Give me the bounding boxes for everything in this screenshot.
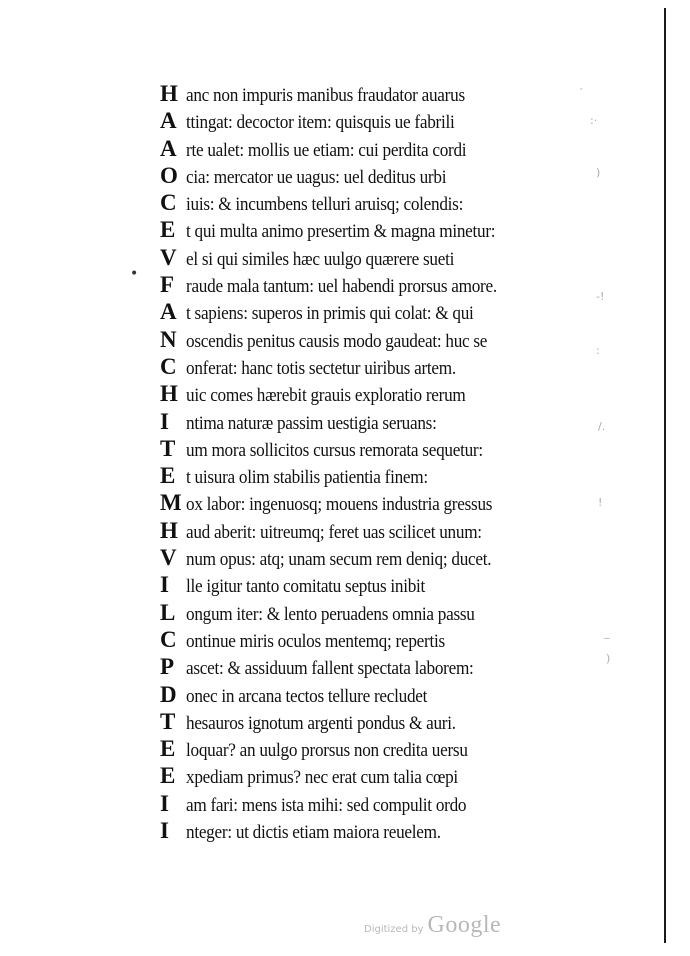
line-text: hesauros ignotum argenti pondus & auri.: [186, 713, 456, 734]
initial-letter: D: [160, 681, 177, 707]
initial-letter: A: [160, 299, 177, 325]
line-text: oscendis penitus causis modo gaudeat: huc se: [186, 331, 488, 352]
initial-letter: N: [160, 326, 177, 352]
line-text: num opus: atq; unam secum rem deniq; ducet.: [186, 550, 492, 571]
initial-letter: E: [160, 763, 176, 789]
line-text: ox labor: ingenuosq; mouens industria gressus: [186, 495, 493, 516]
line-text: raude mala tantum: uel habendi prorsus amore.: [186, 277, 497, 298]
line-text: t qui multa animo presertim & magna minetur:: [186, 222, 496, 243]
initial-letter: O: [160, 162, 178, 188]
line-text: onferat: hanc totis sectetur uiribus artem.: [186, 358, 456, 379]
initial-letter: T: [160, 435, 176, 461]
initial-letter: M: [160, 490, 182, 516]
initial-letter: A: [160, 135, 177, 161]
initial-letter: E: [160, 217, 176, 243]
initial-letter: V: [160, 244, 177, 270]
initial-letter: C: [160, 353, 177, 379]
verse-line: [160, 462, 620, 489]
verse-line: [160, 435, 620, 462]
bleed-through-mark: !: [598, 496, 603, 509]
initial-letter: I: [160, 408, 169, 434]
verse-line: [160, 162, 620, 189]
verse-line: [160, 790, 620, 817]
bleed-through-mark: ′: [580, 86, 583, 99]
page-edge-line: [664, 8, 666, 943]
line-text: el si qui similes hæc uulgo quærere sueti: [186, 249, 455, 270]
digitized-watermark: [364, 912, 501, 939]
verse-line: [160, 107, 620, 134]
initial-letter: H: [160, 81, 178, 106]
verse-line: [160, 408, 620, 435]
initial-letter: C: [160, 626, 177, 652]
line-text: anc non impuris manibus fraudator auarus: [186, 86, 465, 106]
line-text: xpediam primus? nec erat cum talia cœpi: [186, 768, 458, 789]
line-text: ttingat: decoctor item: quisquis ue fabrili: [186, 113, 455, 134]
verse-line: [160, 762, 620, 789]
margin-mark: •: [130, 266, 139, 282]
verse-line: [160, 626, 620, 653]
verse-line: [160, 216, 620, 243]
bleed-through-mark: :·: [590, 114, 598, 127]
verse-line: [160, 135, 620, 162]
initial-letter: V: [160, 545, 177, 571]
verse-line: [160, 489, 620, 516]
verse-line: [160, 544, 620, 571]
verse-line: [160, 189, 620, 216]
line-text: nteger: ut dictis etiam maiora reuelem.: [186, 823, 441, 844]
verse-line: [160, 380, 620, 407]
line-text: cia: mercator ue uagus: uel deditus urbi: [186, 167, 447, 188]
line-text: am fari: mens ista mihi: sed compulit ordo: [186, 795, 467, 816]
initial-letter: A: [160, 108, 177, 134]
bleed-through-mark: /.: [598, 420, 606, 433]
line-text: ntima naturæ passim uestigia seruans:: [186, 413, 437, 434]
initial-letter: F: [160, 272, 175, 298]
verse-line: [160, 517, 620, 544]
line-text: t sapiens: superos in primis qui colat: & qui: [186, 304, 474, 325]
verse-line: [160, 80, 620, 107]
watermark-prefix: Digitized by: [364, 924, 424, 935]
line-text: t uisura olim stabilis patientia finem:: [186, 468, 428, 489]
google-logo: Google: [427, 912, 502, 938]
line-text: ontinue miris oculos mentemq; repertis: [186, 631, 445, 652]
verse-line: [160, 244, 620, 271]
verse-line: [160, 326, 620, 353]
bleed-through-mark: -!: [596, 290, 605, 303]
line-text: lle igitur tanto comitatu septus inibit: [186, 577, 426, 598]
verse-line: [160, 298, 620, 325]
bleed-through-mark: ): [596, 166, 601, 179]
line-text: ongum iter: & lento peruadens omnia passu: [186, 604, 475, 625]
verse-line: [160, 817, 620, 844]
verse-line: [160, 735, 620, 762]
line-text: rte ualet: mollis ue etiam: cui perdita cordi: [186, 140, 467, 161]
line-text: onec in arcana tectos tellure recludet: [186, 686, 428, 707]
initial-letter: I: [160, 572, 169, 598]
initial-letter: T: [160, 708, 176, 734]
verse-block: [160, 80, 620, 844]
initial-letter: C: [160, 190, 177, 216]
bleed-through-mark: _: [604, 626, 610, 639]
line-text: um mora sollicitos cursus remorata sequetur:: [186, 440, 483, 461]
initial-letter: H: [160, 517, 178, 543]
line-text: ascet: & assiduum fallent spectata laborem:: [186, 659, 474, 680]
line-text: loquar? an uulgo prorsus non credita uersu: [186, 741, 468, 762]
initial-letter: I: [160, 818, 169, 844]
initial-letter: P: [160, 654, 175, 680]
verse-line: [160, 271, 620, 298]
verse-line: [160, 599, 620, 626]
verse-line: [160, 708, 620, 735]
initial-letter: E: [160, 463, 176, 489]
verse-line: [160, 571, 620, 598]
verse-line: [160, 681, 620, 708]
line-text: aud aberit: uitreumq; feret uas scilicet unum:: [186, 522, 482, 543]
line-text: uic comes hærebit grauis exploratio rerum: [186, 386, 466, 407]
bleed-through-mark: :: [596, 344, 600, 357]
line-text: iuis: & incumbens telluri aruisq; colendis:: [186, 195, 464, 216]
initial-letter: L: [160, 599, 176, 625]
verse-line: [160, 653, 620, 680]
verse-line: [160, 353, 620, 380]
initial-letter: E: [160, 736, 176, 762]
initial-letter: I: [160, 790, 169, 816]
bleed-through-mark: ): [606, 652, 611, 665]
initial-letter: H: [160, 381, 178, 407]
